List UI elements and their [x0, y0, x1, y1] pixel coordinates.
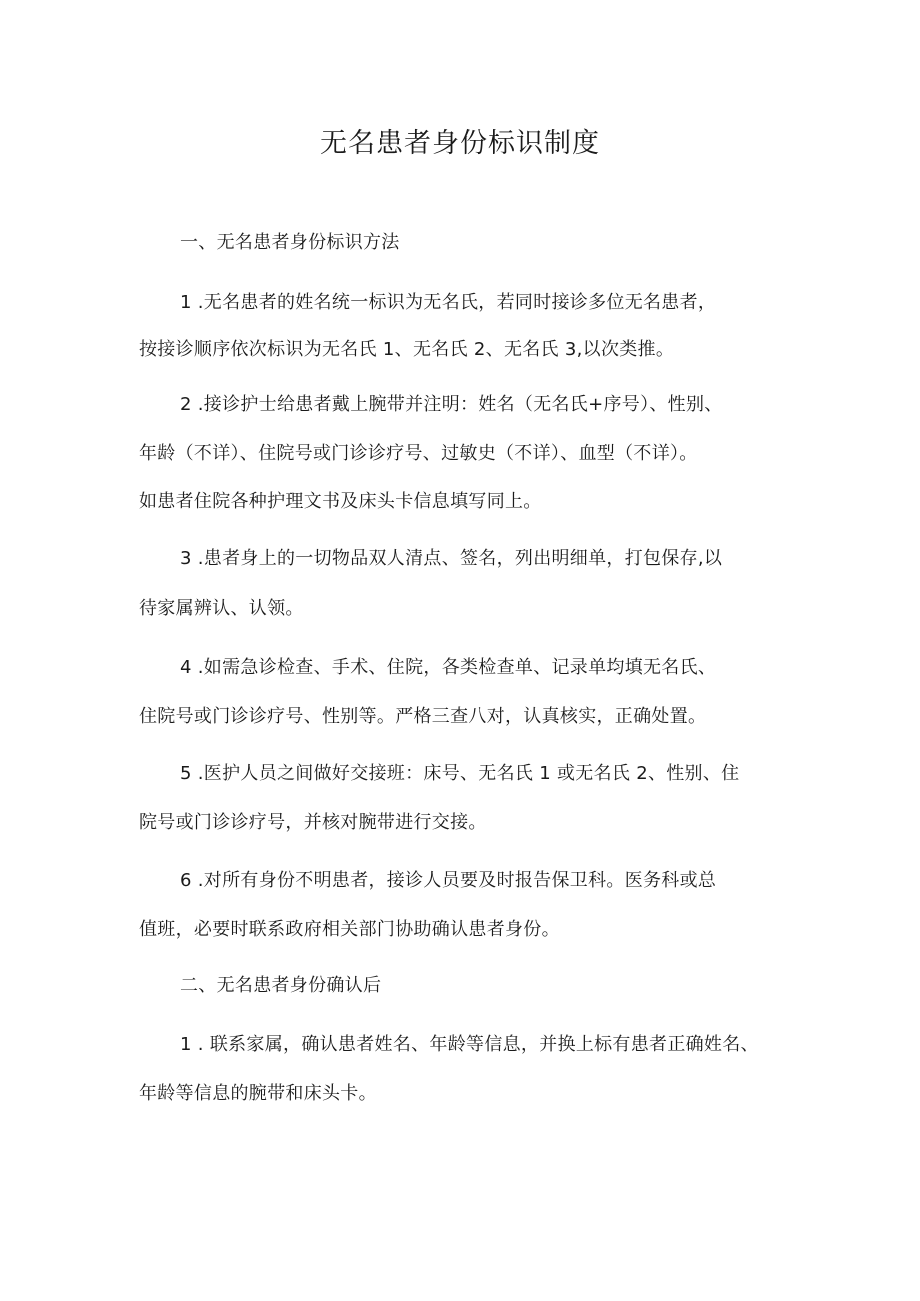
section-1-heading: 一、无名患者身份标识方法 — [180, 232, 400, 253]
section-1-item-5-line-2: 院号或门诊诊疗号，并核对腕带进行交接。 — [139, 812, 487, 833]
section-2-item-1-line-1: 1 . 联系家属，确认患者姓名、年龄等信息，并换上标有患者正确姓名、 — [180, 1034, 759, 1055]
section-1-item-1-line-2: 按接诊顺序依次标识为无名氏 1、无名氏 2、无名氏 3,以次类推。 — [139, 339, 675, 360]
section-1-item-1-line-1: 1 .无名患者的姓名统一标识为无名氏，若同时接诊多位无名患者， — [180, 292, 717, 313]
section-1-item-3-line-1: 3 .患者身上的一切物品双人清点、签名，列出明细单，打包保存,以 — [180, 548, 723, 569]
section-1-item-4-line-2: 住院号或门诊诊疗号、性别等。严格三查八对，认真核实，正确处置。 — [139, 706, 707, 727]
section-1-item-3-line-2: 待家属辨认、认领。 — [139, 598, 304, 619]
section-1-item-4-line-1: 4 .如需急诊检查、手术、住院，各类检查单、记录单均填无名氏、 — [180, 657, 717, 678]
section-1-item-6-line-1: 6 .对所有身份不明患者，接诊人员要及时报告保卫科。医务科或总 — [180, 870, 717, 891]
section-2-heading: 二、无名患者身份确认后 — [180, 975, 382, 996]
document-title: 无名患者身份标识制度 — [320, 128, 600, 159]
section-1-item-2-line-2: 年龄（不详）、住院号或门诊诊疗号、过敏史（不详）、血型（不详）。 — [139, 443, 698, 464]
section-1-item-2-line-1: 2 .接诊护士给患者戴上腕带并注明：姓名（无名氏+序号）、性别、 — [180, 394, 723, 415]
section-1-item-6-line-2: 值班，必要时联系政府相关部门协助确认患者身份。 — [139, 919, 560, 940]
section-1-item-5-line-1: 5 .医护人员之间做好交接班：床号、无名氏 1 或无名氏 2、性别、住 — [180, 763, 740, 784]
section-1-item-2-line-3: 如患者住院各种护理文书及床头卡信息填写同上。 — [139, 491, 542, 512]
section-2-item-1-line-2: 年龄等信息的腕带和床头卡。 — [139, 1083, 377, 1104]
